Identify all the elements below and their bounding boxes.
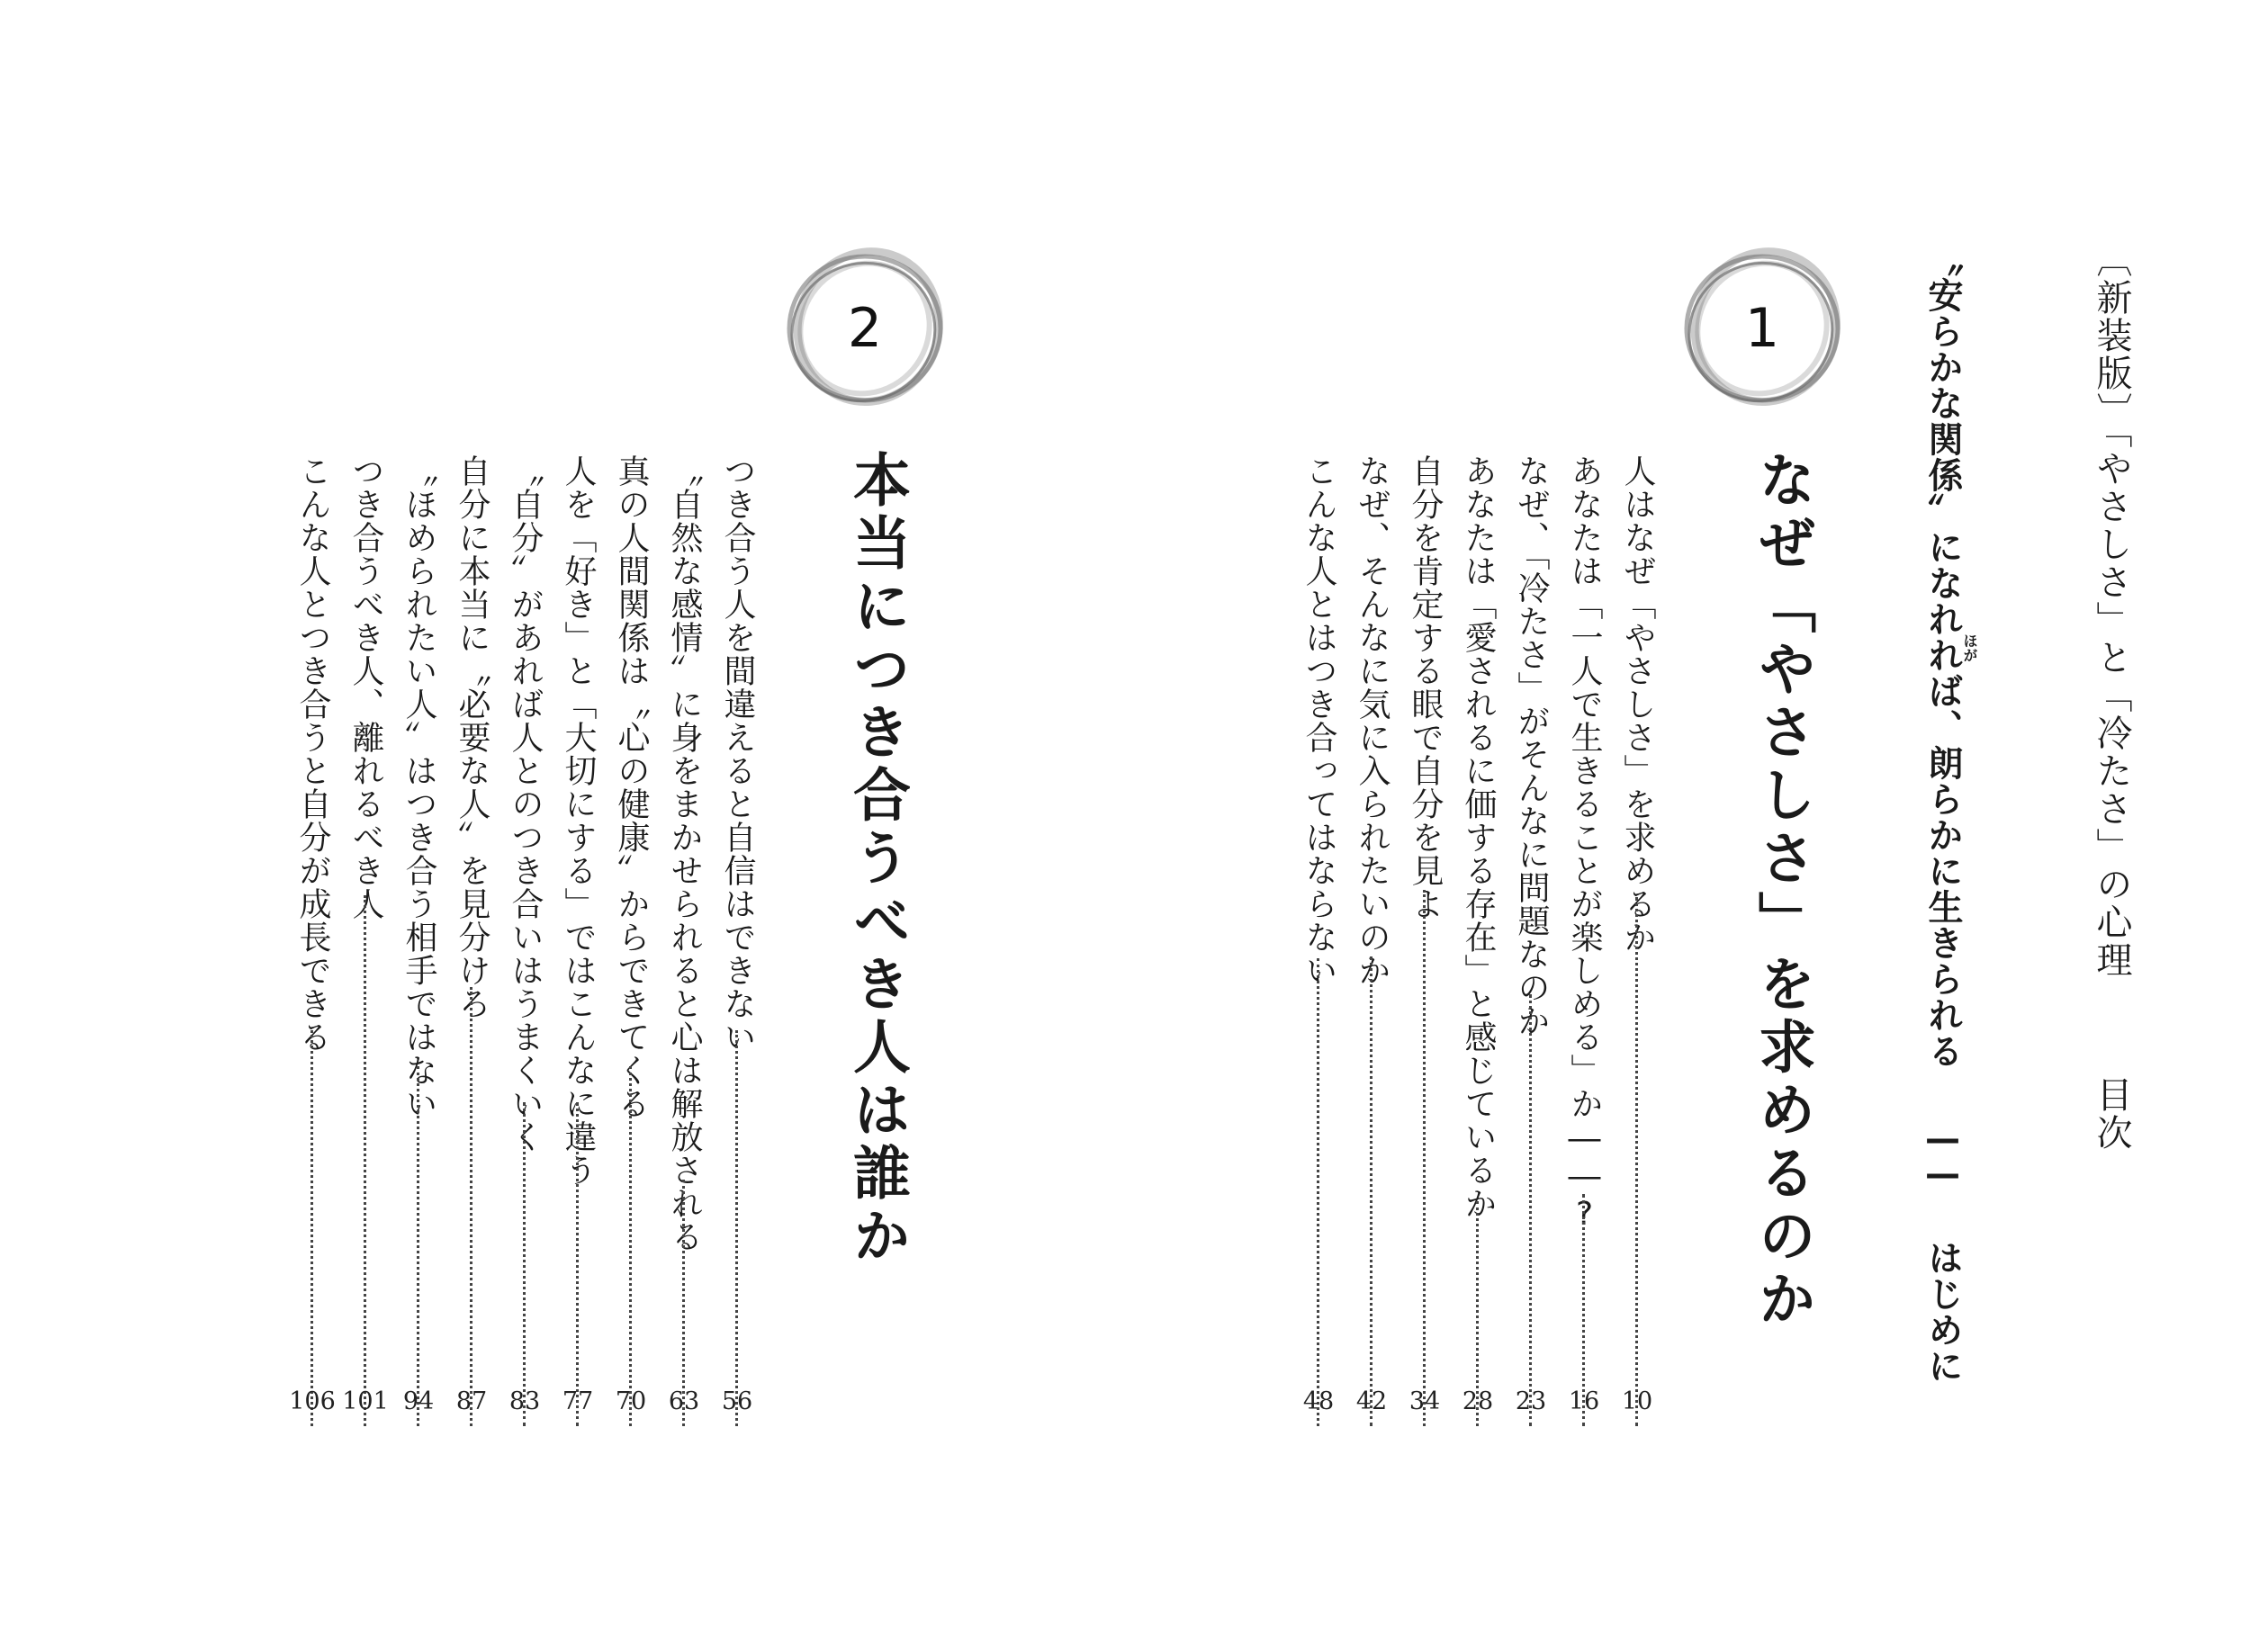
chapter-number-badge-1 [1678,245,1846,412]
page-number: 42 [1355,1387,1388,1415]
toc-entry[interactable] [503,454,546,1426]
toc-entry[interactable] [1403,454,1446,1426]
dot-leader [576,1102,579,1426]
entry-title: あなたは「一人で生きることが楽しめる」か――? [1566,454,1603,1234]
toc-label: 目次 [2091,1076,2132,1152]
toc-entry[interactable] [1509,454,1552,1426]
chapter-title-2[interactable]: 本当につき合うべき人は誰か [843,450,910,1269]
page-number: 77 [562,1387,594,1415]
entry-title: 〝自然な感情〟に身をまかせられると心は解放される [666,454,703,1253]
entry-title: 〝自分〟があれば人とのつき合いはうまくいく [507,454,544,1154]
toc-entry[interactable] [1350,454,1393,1426]
preface-dash: —— [1922,1119,1963,1190]
preface-suffix: はじめに [1922,1240,1963,1384]
entry-title: つき合うべき人、離れるべき人 [347,454,384,920]
dot-leader [1317,958,1319,1426]
toc-entry[interactable] [716,454,759,1426]
dot-leader [470,987,472,1426]
ruby-annotation: ほが [1961,633,1978,662]
dot-leader [364,895,366,1426]
dot-leader [310,1030,313,1426]
page-number: 34 [1408,1387,1441,1415]
entry-title: なぜ、そんなに気に入られたいのか [1354,454,1390,987]
page-number: 23 [1515,1387,1547,1415]
preface-title: 〝安らかな関係〟になれれば、朗らかに生きられる [1922,241,1963,1069]
entry-title: こんな人とはつき合ってはならない [1300,454,1337,987]
chapter-number: 2 [847,297,883,360]
dot-leader [523,1102,526,1426]
entry-title: 〝ほめられたい人〟はつき合う相手ではない [400,454,437,1120]
toc-entry[interactable] [450,454,493,1426]
entry-title: 人はなぜ「やさしさ」を求めるか [1619,454,1656,954]
toc-entry[interactable] [291,454,334,1426]
page-number: 63 [668,1387,700,1415]
chapter-number: 1 [1744,297,1780,360]
page-number: 10 [1621,1387,1653,1415]
toc-entry[interactable] [1616,454,1659,1426]
toc-entry[interactable] [397,454,440,1426]
page-number: 101 [342,1387,389,1415]
toc-entry[interactable] [344,454,387,1426]
page-number: 70 [615,1387,647,1415]
toc-entry[interactable] [609,454,652,1426]
toc-entry[interactable] [662,454,706,1426]
page-number: 28 [1462,1387,1494,1415]
entry-title: こんな人とつき合うと自分が成長できる [294,454,331,1054]
page-number: 106 [289,1387,336,1415]
page-number: 83 [508,1387,541,1415]
dot-leader [1423,890,1426,1426]
entry-title: あなたは「愛されるに価する存在」と感じているか [1460,454,1497,1220]
page-number: 48 [1302,1387,1335,1415]
entry-title: 自分に本当に〝必要な人〟を見分けろ [454,454,490,1020]
page-number: 87 [455,1387,488,1415]
book-title-header [2086,241,2138,1152]
entry-title: 自分を肯定する眼で自分を見よ [1407,454,1444,920]
dot-leader [629,1066,632,1426]
dot-leader [735,1030,738,1426]
toc-entry[interactable] [1456,454,1499,1426]
page-number: 94 [402,1387,435,1415]
entry-title: 真の人間関係は〝心の健康〟からできてくる [613,454,650,1120]
entry-title: 人を「好き」と「大切にする」ではこんなに違う [560,454,597,1187]
chapter-title-1[interactable]: なぜ「やさしさ」を求めるのか [1749,450,1815,1332]
entry-title: なぜ、「冷たさ」がそんなに問題なのか [1513,454,1550,1037]
book-title: 〔新装版〕「やさしさ」と「冷たさ」の心理 [2091,241,2132,979]
toc-entry[interactable] [1562,454,1606,1426]
entry-title: つき合う人を間違えると自信はできない [719,454,756,1054]
chapter-number-badge-2 [781,245,949,412]
toc-entry[interactable] [1297,454,1340,1426]
page-number: 56 [721,1387,753,1415]
dot-leader [1370,956,1372,1426]
dot-leader [1529,994,1532,1426]
dot-leader [1635,897,1638,1426]
preface-entry[interactable] [1917,241,1967,1384]
page-number: 16 [1568,1387,1600,1415]
toc-entry[interactable] [556,454,599,1426]
dot-leader [417,1066,419,1426]
